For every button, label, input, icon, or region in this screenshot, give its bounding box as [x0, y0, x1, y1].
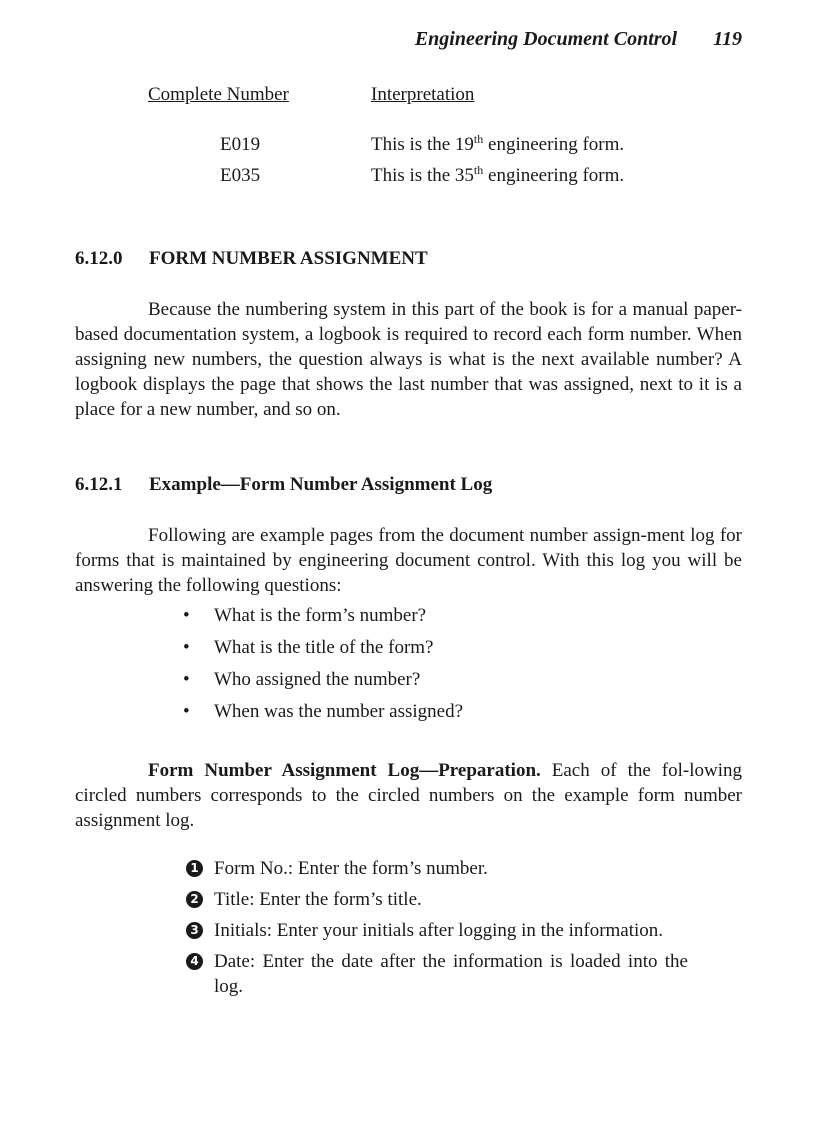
preparation-paragraph: Form Number Assignment Log—Preparation. Each of the fol-lowing circled numbers corresponds to the circled numbers on the example form number assignment log.: [75, 760, 742, 831]
column-header-interpretation: Interpretation: [371, 84, 475, 105]
list-item: • What is the title of the form?: [183, 635, 463, 667]
list-item: • When was the number assigned?: [183, 699, 463, 731]
running-head-title: Engineering Document Control: [414, 28, 678, 50]
list-item: 2 Title: Enter the form’s title.: [186, 887, 688, 912]
list-item: 4 Date: Enter the date after the information is loaded into the log.: [186, 949, 688, 999]
question-list: [183, 603, 463, 731]
list-item: • What is the form’s number?: [183, 603, 463, 635]
page-number: 119: [713, 28, 742, 50]
section-heading-6-12-1: [75, 474, 492, 496]
circled-number-4-icon: 4: [186, 953, 203, 970]
form-code: E019: [220, 134, 261, 155]
bullet-icon: •: [183, 605, 190, 626]
table-row: [148, 134, 708, 165]
list-item: 3 Initials: Enter your initials after logging in the information.: [186, 918, 688, 943]
column-header-complete-number: Complete Number: [148, 84, 289, 105]
preparation-lead: Form Number Assignment Log—Preparation.: [148, 760, 541, 781]
running-head: [415, 28, 742, 51]
form-code: E035: [220, 165, 261, 186]
list-item: • Who assigned the number?: [183, 667, 463, 699]
circled-number-2-icon: 2: [186, 891, 203, 908]
section-number: 6.12.1: [75, 474, 123, 495]
circled-number-3-icon: 3: [186, 922, 203, 939]
example-intro-paragraph: Following are example pages from the document number assign-ment log for forms that is maintained by engineering document control. With this log you will be answering the following questions:: [75, 525, 742, 596]
table-header-row: [148, 84, 708, 115]
list-item: 1 Form No.: Enter the form’s number.: [186, 856, 688, 881]
table-row: [148, 165, 708, 196]
section-body-paragraph: Because the numbering system in this part of the book is for a manual paper-based documentation system, a logbook is required to record each form number. When assigning new numbers, the question always is what is the next available number? A logbook displays the page that shows the last number that was assigned, next to it is a place for a new number, and so on.: [75, 299, 742, 420]
circled-number-1-icon: 1: [186, 860, 203, 877]
interpretation: This is the 35th engineering form.: [371, 163, 625, 186]
section-title: Example—Form Number Assignment Log: [149, 474, 493, 495]
bullet-icon: •: [183, 669, 190, 690]
preparation-steps: [186, 856, 688, 1005]
interpretation: This is the 19th engineering form.: [371, 132, 625, 155]
section-title: FORM NUMBER ASSIGNMENT: [149, 248, 428, 269]
section-heading-6-12-0: [75, 248, 428, 270]
bullet-icon: •: [183, 701, 190, 722]
bullet-icon: •: [183, 637, 190, 658]
section-number: 6.12.0: [75, 248, 123, 269]
form-number-table: [148, 84, 708, 196]
